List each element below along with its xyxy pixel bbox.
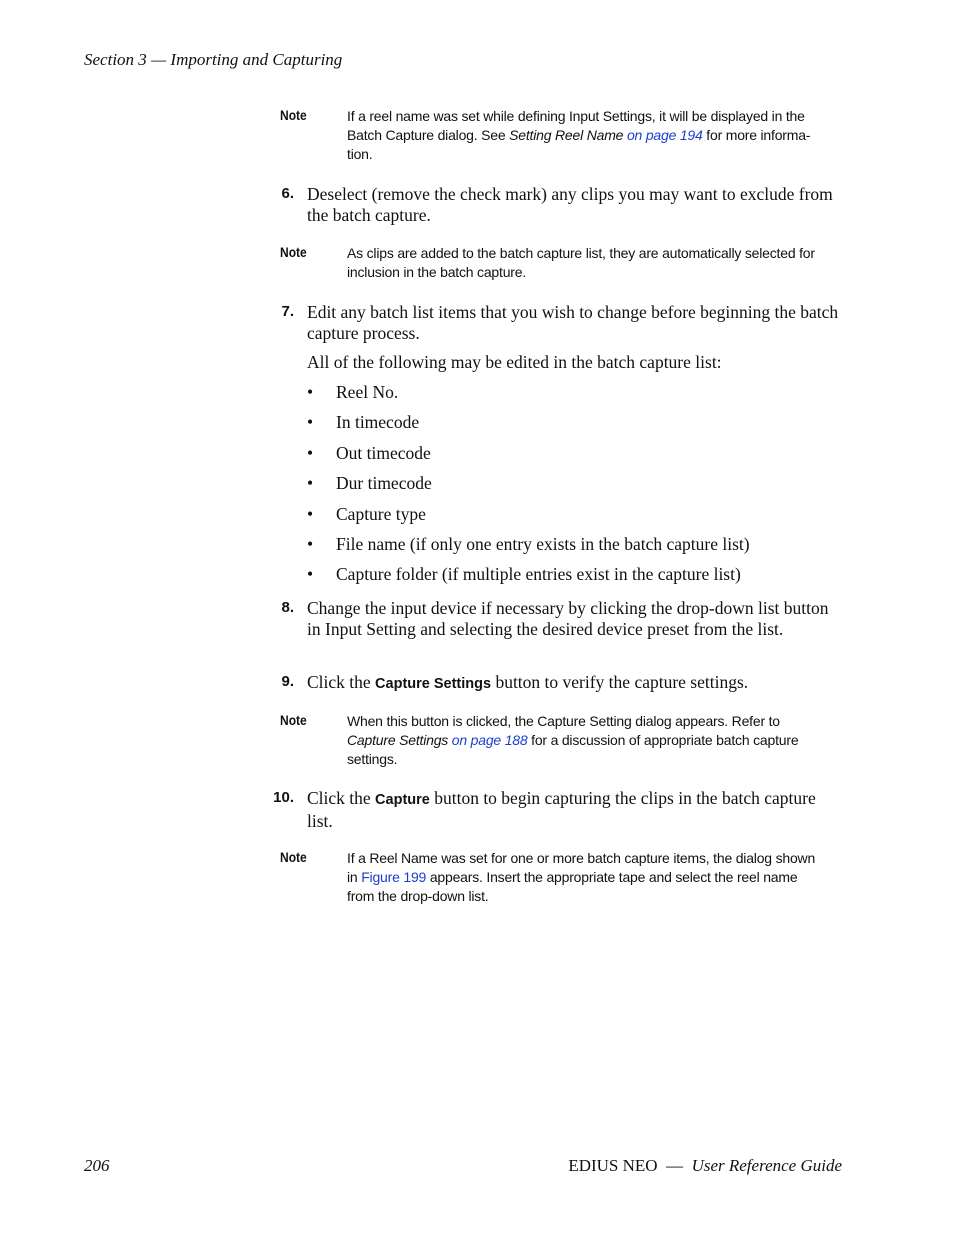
note-reel-dialog	[280, 849, 820, 906]
capture-settings-button-ref: Capture Settings	[375, 676, 492, 692]
running-header: Section 3 — Importing and Capturing	[84, 50, 343, 69]
list-item: • Capture folder (if multiple entries exist in the capture list)	[307, 564, 741, 584]
step-number: 6.	[281, 185, 294, 202]
running-footer	[84, 1156, 842, 1176]
page-link[interactable]: on page 194	[626, 127, 703, 143]
list-item: • File name (if only one entry exists in the batch capture list)	[307, 534, 750, 554]
step-9	[270, 672, 840, 695]
step-7	[270, 302, 840, 343]
note-capture-setting	[280, 712, 820, 769]
note-text: As clips are added to the batch capture list, they are automatically selected for inclusion in the batch capture.	[347, 245, 815, 280]
editable-intro: All of the following may be edited in the batch capture list:	[307, 352, 722, 372]
guide-title: EDIUS NEO — User Reference Guide	[568, 1156, 842, 1175]
reference-title: Setting Reel Name	[509, 127, 624, 143]
step-8	[270, 598, 840, 639]
reference-title: Capture Settings	[347, 732, 449, 748]
list-item: • Reel No.	[307, 382, 399, 402]
figure-link[interactable]: Figure 199	[361, 869, 427, 885]
note-label: Note	[280, 244, 307, 260]
list-item: • Dur timecode	[307, 473, 432, 493]
step-number: 8.	[281, 599, 294, 616]
note-text: If a Reel Name was set for one or more batch capture items, the dialog shown in Figure 199 appears. Insert the appropriate tape and select the reel name from the drop-down list.	[347, 850, 816, 904]
page-number: 206	[84, 1156, 110, 1175]
list-item: • Capture type	[307, 504, 426, 524]
step-6	[270, 184, 840, 225]
capture-button-ref: Capture	[375, 792, 430, 808]
note-reel-name	[280, 107, 820, 164]
step-text: Click the Capture button to begin capturing the clips in the batch capture list.	[307, 788, 816, 831]
step-text: Deselect (remove the check mark) any clips you may want to exclude from the batch capture.	[307, 184, 833, 225]
step-text: Click the Capture Settings button to verify the capture settings.	[307, 672, 749, 692]
step-number: 10.	[273, 789, 294, 806]
note-text: When this button is clicked, the Capture Setting dialog appears. Refer to Capture Settings on page 188 for a discussion of appropriate batch capture settings.	[347, 713, 799, 767]
step-number: 9.	[281, 673, 294, 690]
note-label: Note	[280, 712, 307, 728]
step-text: Change the input device if necessary by clicking the drop-down list button in Input Setting and selecting the desired device preset from the list.	[307, 598, 829, 639]
note-label: Note	[280, 849, 307, 865]
note-auto-selected	[280, 244, 820, 282]
step-text: Edit any batch list items that you wish to change before beginning the batch capture process.	[307, 302, 839, 343]
list-item: • Out timecode	[307, 443, 431, 463]
step-number: 7.	[281, 303, 294, 320]
note-text: If a reel name was set while defining Input Settings, it will be displayed in the Batch Capture dialog. See Setting Reel Name on page 194 for more informa-tion.	[347, 108, 811, 162]
step-10	[270, 788, 840, 831]
list-item: • In timecode	[307, 412, 420, 432]
page-link[interactable]: on page 188	[451, 732, 528, 748]
note-label: Note	[280, 107, 307, 123]
